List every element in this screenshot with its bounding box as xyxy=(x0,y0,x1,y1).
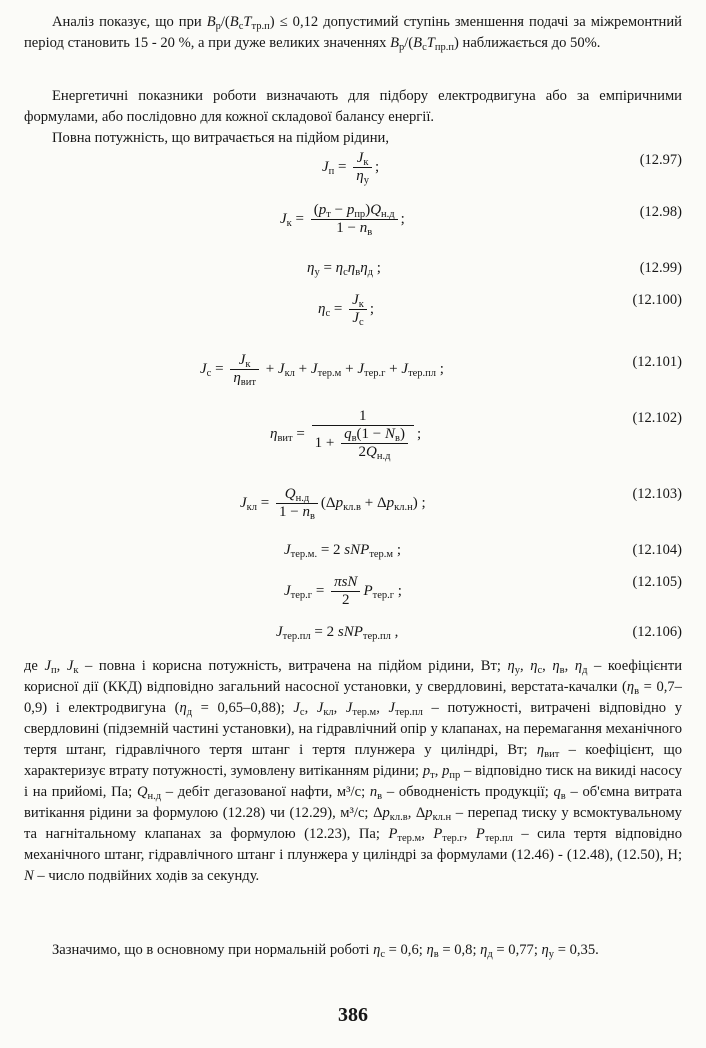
paragraph-definitions: де $J_п$, $J_к$ – повна і корисна потужність, витрачена на підйом рідини, Вт; $\eta_у$, $\eta_с$, $\eta_в$, $\eta_д$ – коефіцієнти корисної дії (ККД) відповідно загальний насосної установки, у свердловині, верстата-качалки $(\eta_в = 0,7-0,9)$ і електродвигуна $(\eta_д = 0,65-0,88)$; $J_с$, $J_{кл}$, $J_{тер.м}$, $J_{тер.пл}$ – потужності, витрачені відповідно у свердловині (підземній частині установки), на гідравлічний опір у клапанах, на перемагання механічного тертя штанг, гідравлічного тертя штанг і тертя плунжера у циліндрі, Вт; $\eta_{вит}$ – коефіцієнт, що характеризує втрату потужності, зумовлену витіканням рідини; $p_т$, $p_{пр}$ – відповідно тиск на викиді насосу і на прийомі, Па; $Q_{н.д}$ – дебіт дегазованої нафти, м³/с; $n_в$ – обводненість продукції; $q_в$ – об'ємна витрата витікання рідини за формулою (12.28) чи (12.29), м³/с; $\Delta p_{кл.в}$, $\Delta p_{кл.н}$ – перепад тиску у всмоктувальному та нагнітальному клапанах за формулою (12.23), Па; $P_{тер.м}$, $P_{тер.г}$, $P_{тер.пл}$ – сила тертя відповідно механічного штанг, гідравлічного штанг і плунжера у циліндрі за формулами (12.46) - (12.48), (12.50), Н; N – число подвійних ходів за секунду. xyxy=(24,658,683,884)
equation-12-97: $J_п$ = $J_к$ $\eta_у$ ; (12.97) xyxy=(322,150,682,186)
equation-number: (12.104) xyxy=(632,542,682,558)
equation-12-103: $J_{кл}$ = $Q_{н.д}$ $1 - n_в$ $(\Delta p_{кл.в} + \Delta p_{кл.н})$ ; (12.103) xyxy=(240,486,682,522)
equation-number: (12.103) xyxy=(632,486,682,502)
equation-number: (12.106) xyxy=(632,624,682,640)
equation-12-102: $\eta_{вит}$ = 1 1 + $q_в(1 - N_в)$ $2Q_{н.д}$ ; (12.102) xyxy=(270,408,682,462)
equation-12-104: $J_{тер.м.} = 2$ sNP$_{тер.м}$ ; (12.104) xyxy=(284,542,682,560)
equation-number: (12.100) xyxy=(632,292,682,308)
equation-12-98: $J_к$ = $(p_т - p_{пр})Q_{н.д}$ $1 - n_в$ ; (12.98) xyxy=(280,202,682,238)
paragraph-analysis: Аналіз показує, що при $B_р/(B_сT_{тр.п}) \le 0,12$ допустимий ступінь зменшення подачі за міжремонтний період становить 15 - 20 %, а при дуже великих значеннях $B_р/(B_сT_{пр.п})$ наближається до 50%. xyxy=(24,14,682,53)
paragraph-conclusion: Зазначимо, що в основному при нормальній роботі $\eta_с = 0,6$; $\eta_в = 0,8$; $\eta_д = 0,77$; $\eta_у = 0,35$. xyxy=(52,942,599,960)
paragraph-full-power: Повна потужність, що витрачається на підйом рідини, xyxy=(52,130,389,146)
equation-12-105: $J_{тер.г}$ = πsN 2 $P_{тер.г}$ ; (12.105) xyxy=(284,574,682,608)
equation-number: (12.101) xyxy=(632,354,682,370)
equation-number: (12.105) xyxy=(632,574,682,590)
paragraph-energy: Енергетичні показники роботи визначають для підбору електродвигуна або за емпіричними формулами, або послідовно для кожної складової балансу енергії. xyxy=(24,88,682,125)
equation-12-101: $J_с$ = $J_к$ $\eta_{вит}$ + $J_{кл} + J_{тер.м} + J_{тер.г} + J_{тер.пл}$ ; (12.101) xyxy=(200,352,682,388)
equation-12-106: $J_{тер.пл} = 2$ sNP$_{тер.пл}$ , (12.106) xyxy=(276,624,682,642)
equation-number: (12.98) xyxy=(639,204,682,220)
equation-12-99: $\eta_у = \eta_с\eta_в\eta_д$ ; (12.99) xyxy=(307,260,682,278)
page-number: 386 xyxy=(338,1004,368,1026)
equation-12-100: $\eta_с$ = $J_к$ $J_с$ ; (12.100) xyxy=(318,292,682,328)
equation-number: (12.99) xyxy=(639,260,682,276)
equation-number: (12.97) xyxy=(639,152,682,168)
equation-number: (12.102) xyxy=(632,410,682,426)
